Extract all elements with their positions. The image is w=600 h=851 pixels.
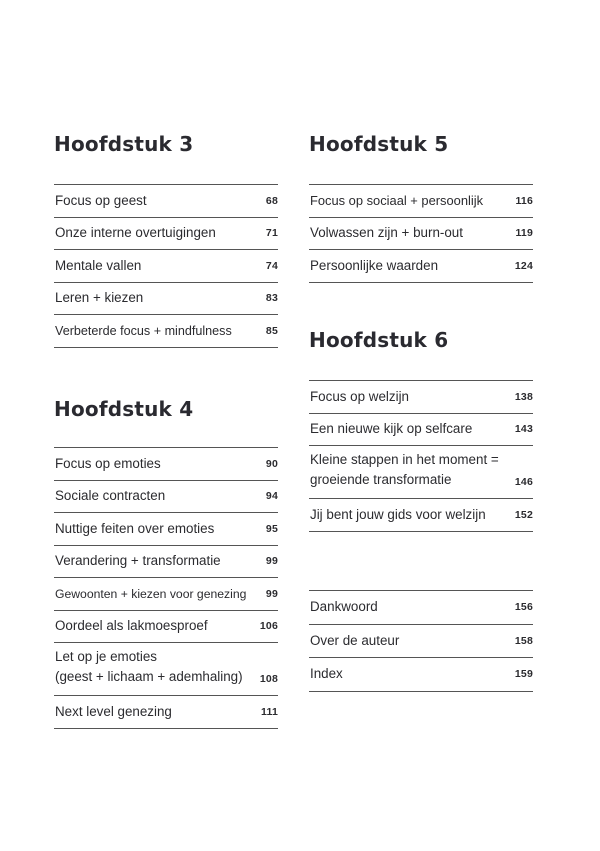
toc-entry-title: Leren + kiezen — [55, 290, 144, 306]
toc-entry-page: 116 — [515, 194, 533, 207]
toc-entry[interactable] — [309, 446, 533, 499]
toc-entry[interactable] — [309, 185, 533, 218]
toc-entry-title: Persoonlijke waarden — [310, 257, 439, 273]
toc-entry[interactable] — [54, 250, 278, 283]
toc-entry-page: 90 — [265, 457, 278, 470]
toc-entry-page: 138 — [514, 390, 533, 403]
toc-entry-title: Focus op welzijn — [310, 388, 409, 404]
toc-entry[interactable] — [309, 381, 533, 414]
chapter-5-toc — [309, 184, 533, 283]
toc-entry-page: 71 — [265, 227, 278, 240]
toc-entry-title: Focus op geest — [55, 192, 147, 208]
toc-entry-title: Let op je emoties (geest + lichaam + ademhaling) — [55, 649, 243, 684]
chapter-6-section — [309, 326, 533, 532]
toc-entry-title: Sociale contracten — [55, 488, 166, 504]
toc-entry-title: Een nieuwe kijk op selfcare — [310, 421, 473, 437]
toc-entry-page: 159 — [514, 668, 533, 681]
toc-entry-page: 106 — [259, 620, 278, 633]
toc-entry-title: Focus op emoties — [55, 455, 161, 471]
toc-entry-page: 119 — [515, 227, 533, 240]
toc-entry-page: 99 — [265, 587, 278, 600]
toc-entry-page: 111 — [261, 705, 278, 718]
toc-entry[interactable] — [309, 414, 533, 447]
toc-entry-page: 124 — [514, 259, 533, 272]
chapter-3-toc — [54, 184, 278, 348]
toc-entry-title: Verandering + transformatie — [55, 553, 221, 569]
toc-entry-title: Next level genezing — [55, 703, 172, 719]
toc-entry[interactable] — [54, 643, 278, 696]
toc-entry-page: 99 — [265, 555, 278, 568]
toc-entry[interactable] — [54, 283, 278, 316]
toc-entry[interactable] — [54, 448, 278, 481]
toc-entry[interactable] — [54, 185, 278, 218]
toc-entry-title: Index — [310, 666, 343, 682]
toc-entry-title: Volwassen zijn + burn-out — [310, 225, 463, 241]
toc-entry[interactable] — [309, 591, 533, 625]
chapter-4-section — [54, 395, 278, 729]
chapter-3-section — [54, 130, 278, 348]
toc-entry-title: Dankwoord — [310, 599, 378, 615]
toc-entry[interactable] — [309, 250, 533, 283]
backmatter-toc — [309, 590, 533, 692]
chapter-4-heading: Hoofdstuk 4 — [54, 397, 194, 421]
toc-entry-title: Nuttige feiten over emoties — [55, 520, 215, 536]
toc-entry-title: Over de auteur — [310, 632, 400, 648]
toc-entry[interactable] — [54, 611, 278, 644]
toc-entry[interactable] — [54, 315, 278, 348]
toc-entry-page: 158 — [514, 634, 533, 647]
chapter-5-heading: Hoofdstuk 5 — [309, 132, 449, 156]
toc-entry-title: Focus op sociaal + persoonlijk — [310, 192, 484, 208]
chapter-4-toc — [54, 447, 278, 729]
toc-entry-page: 74 — [265, 259, 278, 272]
toc-entry-title: Oordeel als lakmoesproef — [55, 618, 208, 634]
toc-entry[interactable] — [309, 499, 533, 532]
toc-entry[interactable] — [54, 696, 278, 729]
chapter-3-heading: Hoofdstuk 3 — [54, 132, 194, 156]
toc-entry[interactable] — [309, 218, 533, 251]
toc-entry-title: Mentale vallen — [55, 257, 142, 273]
toc-entry-page: 146 — [514, 476, 533, 488]
chapter-5-section — [309, 130, 533, 283]
toc-entry-page: 83 — [265, 292, 278, 305]
chapter-6-toc — [309, 380, 533, 532]
toc-entry-page: 68 — [265, 194, 278, 207]
toc-entry[interactable] — [54, 218, 278, 251]
toc-entry[interactable] — [309, 625, 533, 659]
toc-entry-page: 94 — [265, 490, 278, 503]
chapter-6-heading: Hoofdstuk 6 — [309, 328, 449, 352]
toc-entry-page: 85 — [265, 324, 278, 337]
toc-entry-title: Onze interne overtuigingen — [55, 225, 216, 241]
toc-entry[interactable] — [54, 513, 278, 546]
toc-entry[interactable] — [54, 546, 278, 579]
toc-entry[interactable] — [309, 658, 533, 692]
toc-entry-page: 156 — [514, 601, 533, 614]
toc-entry-page: 108 — [259, 673, 278, 685]
toc-entry-page: 152 — [514, 508, 533, 521]
toc-entry-page: 95 — [265, 522, 278, 535]
toc-entry-title: Jij bent jouw gids voor welzijn — [310, 506, 486, 522]
toc-entry-title: Kleine stappen in het moment = groeiende transformatie — [310, 452, 499, 487]
toc-entry-title: Gewoonten + kiezen voor genezing — [55, 586, 247, 601]
toc-entry[interactable] — [54, 481, 278, 514]
toc-entry-page: 143 — [514, 423, 533, 436]
toc-entry[interactable] — [54, 578, 278, 611]
toc-entry-title: Verbeterde focus + mindfulness — [55, 323, 232, 338]
